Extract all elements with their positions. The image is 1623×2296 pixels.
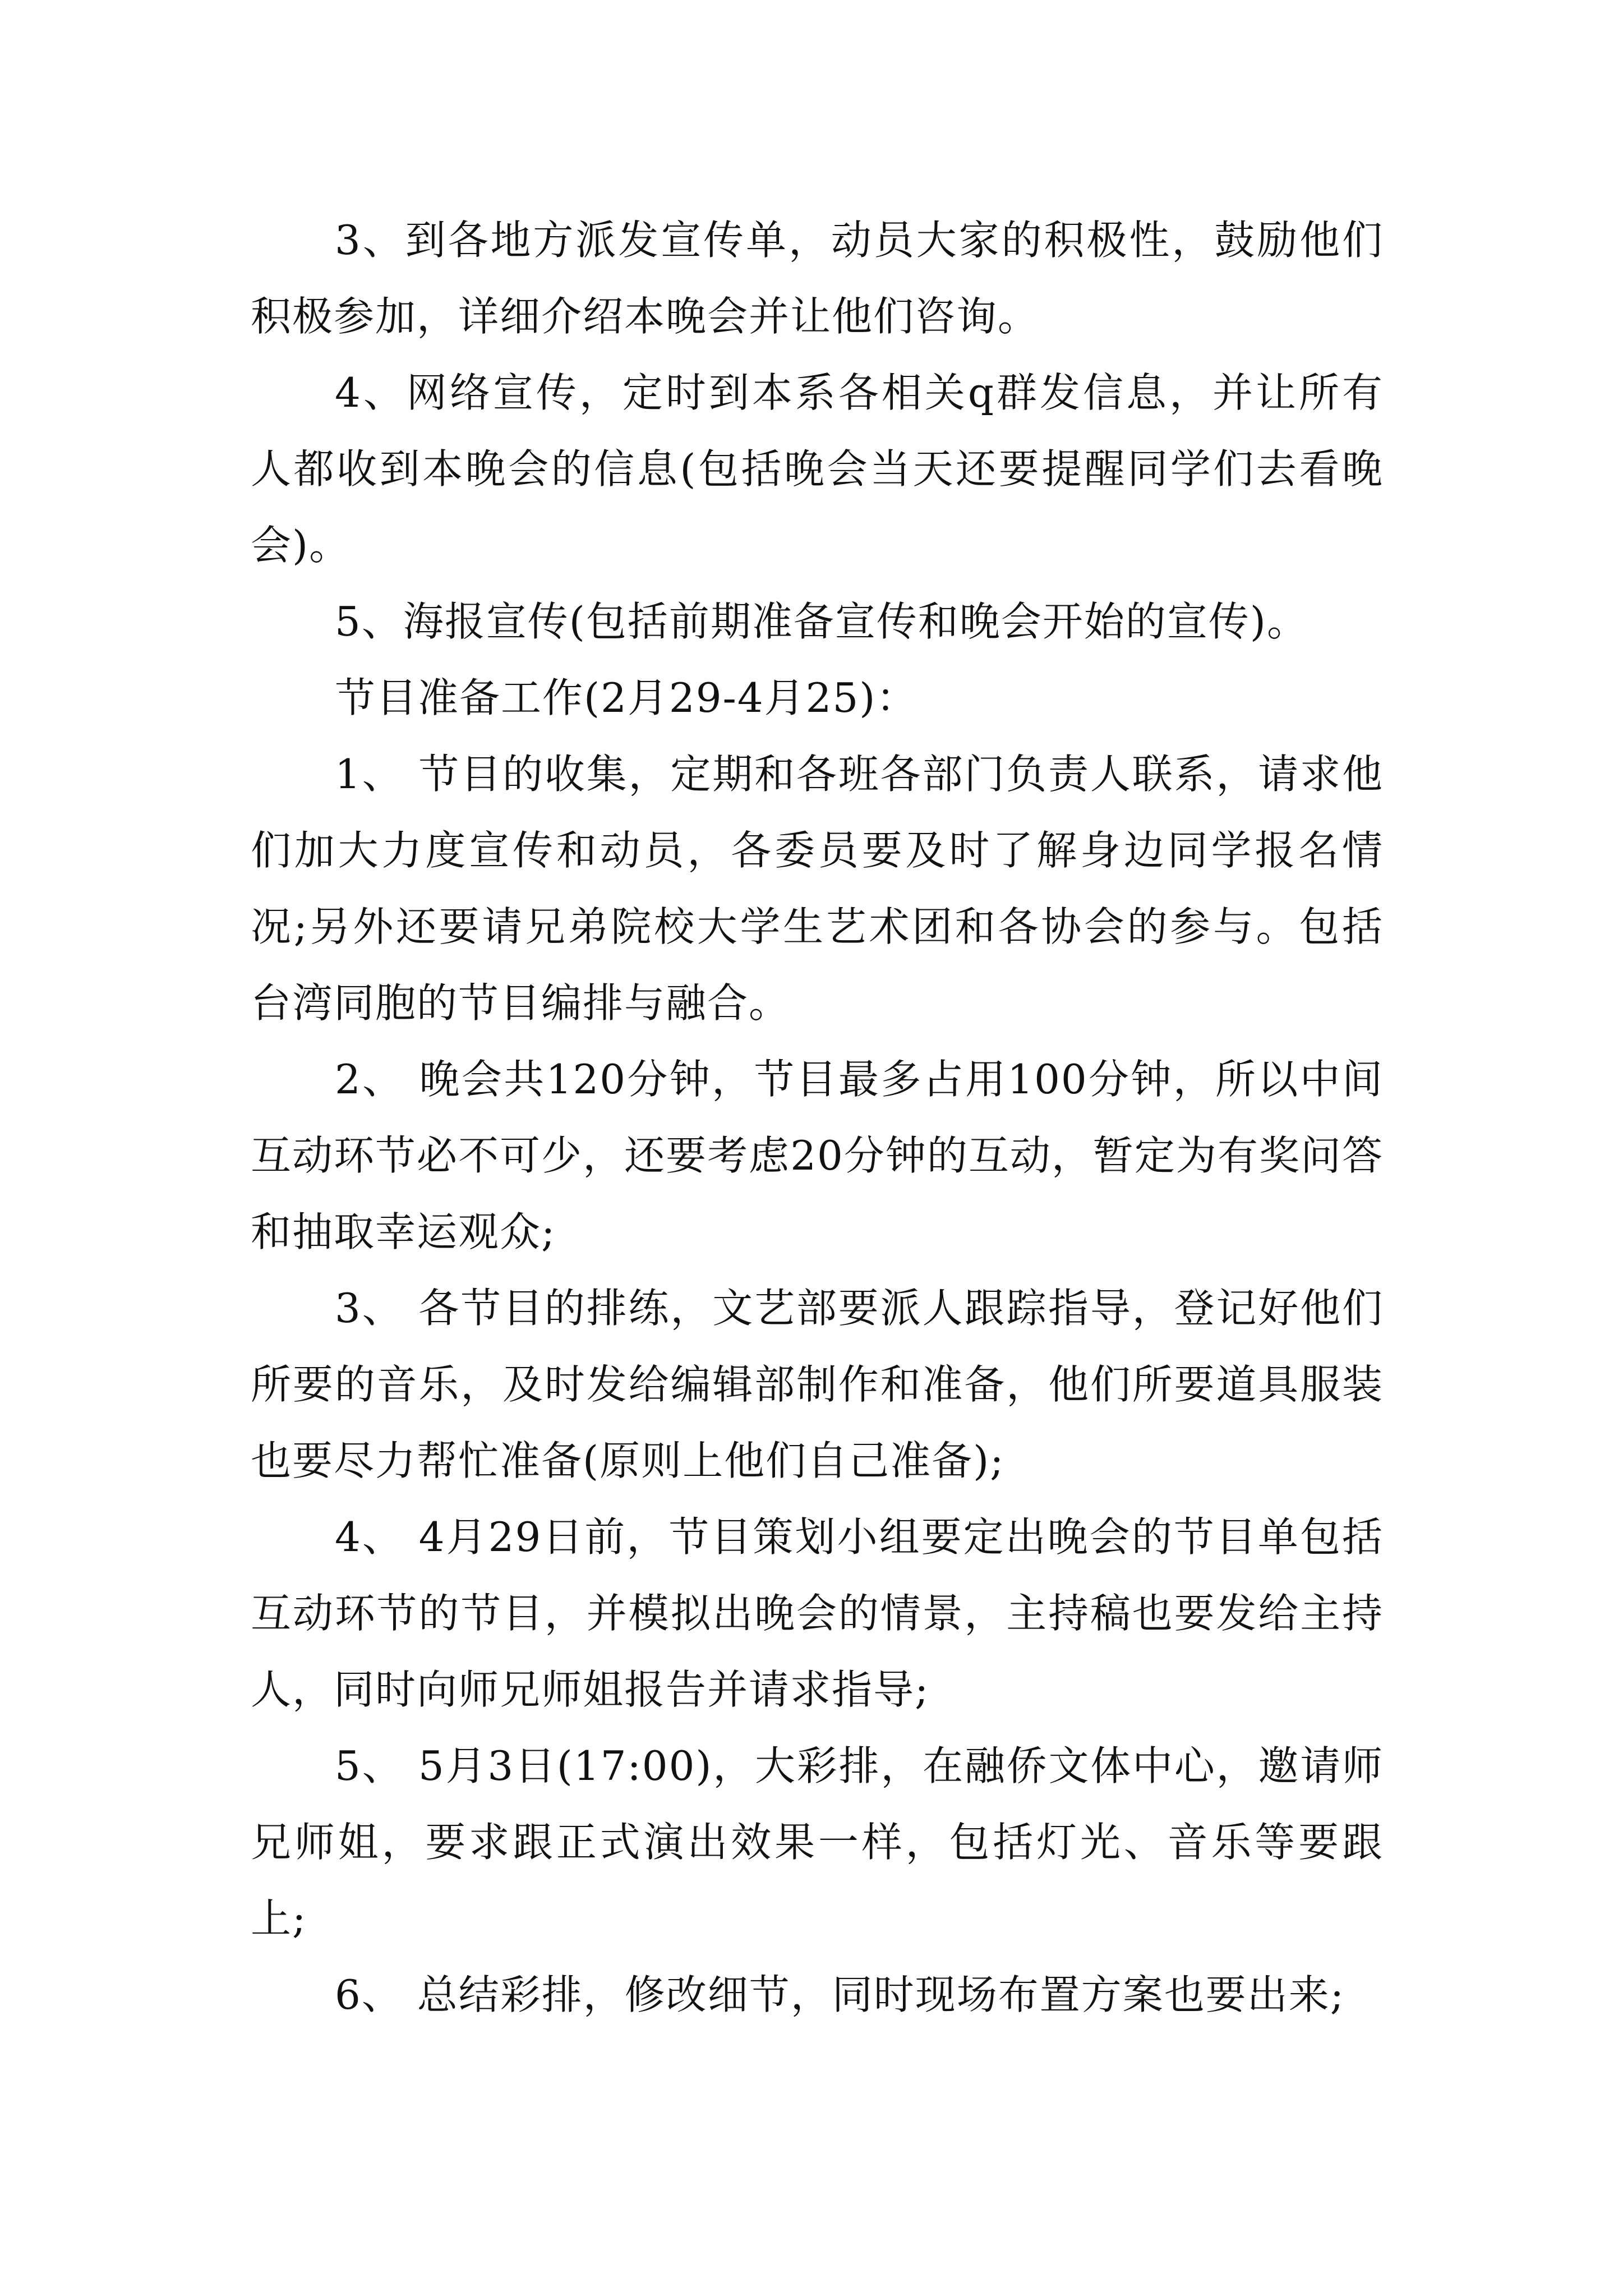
paragraph-poster-promo: 5、海报宣传(包括前期准备宣传和晚会开始的宣传)。 bbox=[335, 598, 1308, 645]
paragraph-rehearsal: 3、 各节目的排练，文艺部要派人跟踪指导，登记好他们所要的音乐，及时发给编辑部制作和准备，他们所要道具服装也要尽力帮忙准备(原则上他们自己准备); bbox=[251, 1285, 1384, 1484]
paragraph-dress-rehearsal: 5、 5月3日(17:00)，大彩排，在融侨文体中心，邀请师兄师姐，要求跟正式演出效果一样，包括灯光、音乐等要跟上; bbox=[251, 1742, 1384, 1942]
paragraph-promo-flyers: 3、到各地方派发宣传单，动员大家的积极性，鼓励他们积极参加，详细介绍本晚会并让他们咨询。 bbox=[251, 217, 1384, 340]
paragraph-online-promo: 4、网络宣传，定时到本系各相关q群发信息，并让所有人都收到本晚会的信息(包括晚会当天还要提醒同学们去看晚会)。 bbox=[251, 369, 1384, 569]
paragraph-show-duration: 2、 晚会共120分钟，节目最多占用100分钟，所以中间互动环节必不可少，还要考虑20分钟的互动，暂定为有奖问答和抽取幸运观众; bbox=[251, 1056, 1384, 1255]
paragraph-program-collection: 1、 节目的收集，定期和各班各部门负责人联系，请求他们加大力度宣传和动员，各委员要及时了解身边同学报名情况;另外还要请兄弟院校大学生艺术团和各协会的参与。包括台湾同胞的节目编排与融合。 bbox=[251, 751, 1384, 1027]
paragraph-review: 6、 总结彩排，修改细节，同时现场布置方案也要出来; bbox=[335, 1971, 1345, 2018]
document-body bbox=[251, 202, 1384, 2033]
section-heading-program-prep: 节目准备工作(2月29-4月25)： bbox=[335, 674, 918, 721]
paragraph-program-list: 4、 4月29日前，节目策划小组要定出晚会的节目单包括互动环节的节目，并模拟出晚会的情景，主持稿也要发给主持人，同时向师兄师姐报告并请求指导; bbox=[251, 1513, 1384, 1713]
